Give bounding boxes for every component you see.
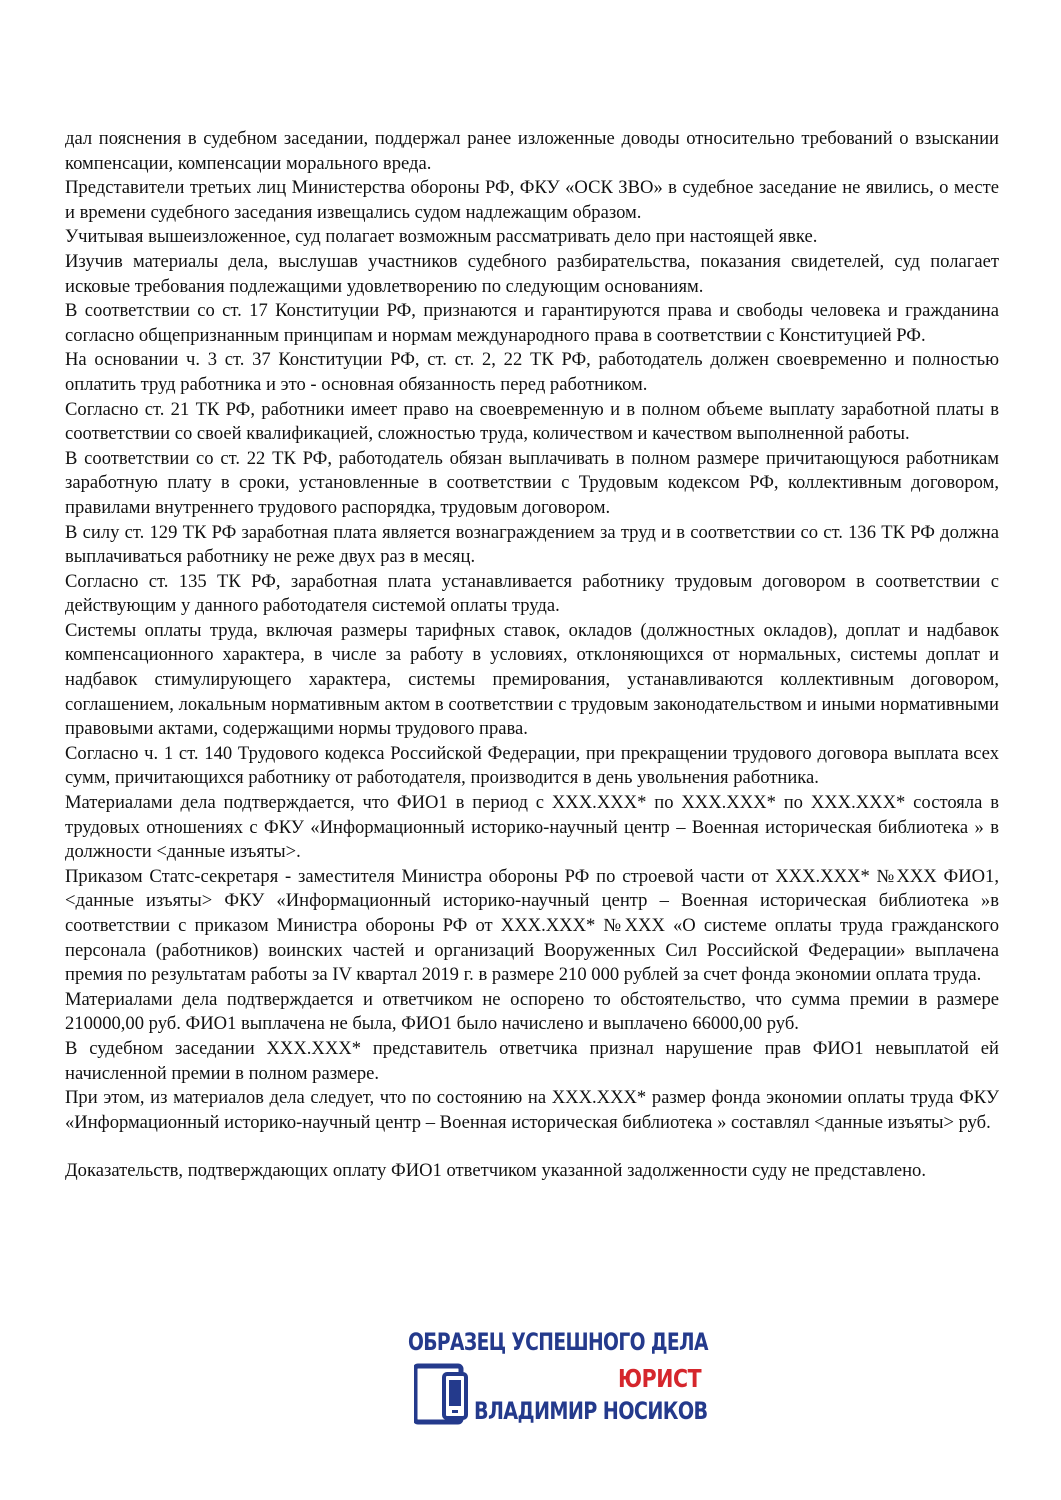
- paragraph-10: Согласно ст. 135 ТК РФ, заработная плата устанавливается работнику трудовым договором в соответствии с действующим у данного работодателя системой оплаты труда.: [65, 570, 999, 617]
- paragraph-17: При этом, из материалов дела следует, что по состоянию на XXX.XXX* размер фонда экономии оплаты труда ФКУ «Информационный историко-научный центр – Военная историческая библиотека » составлял <данные изъяты> руб.: [65, 1087, 999, 1133]
- paragraph-11: Системы оплаты труда, включая размеры тарифных ставок, окладов (должностных окладов), доплат и надбавок компенсационного характера, в числе за работу в условиях, отклоняющихся от нормальных, системы доплат и надбавок стимулирующего характера, системы премирования, устанавливаются коллективным договором, соглашением, локальным нормативным актом в соответствии с трудовым законодательством и иными нормативными правовыми актами, содержащими нормы трудового права.: [65, 619, 999, 740]
- paragraph-7: Согласно ст. 21 ТК РФ, работники имеет право на своевременную и в полном объеме выплату заработной платы в соответствии со своей квалификацией, сложностью труда, количеством и качеством выполненной работы.: [65, 398, 999, 445]
- paragraph-1: дал пояснения в судебном заседании, поддержал ранее изложенные доводы относительно требований о взыскании компенсации, компенсации морального вреда.: [65, 128, 999, 174]
- paragraph-15: Материалами дела подтверждается и ответчиком не оспорено то обстоятельство, что сумма премии в размере 210000,00 руб. ФИО1 выплачена не была, ФИО1 было начислено и выплачено 66000,00 руб.: [65, 988, 999, 1035]
- paragraph-9: В силу ст. 129 ТК РФ заработная плата является вознаграждением за труд и в соответствии со ст. 136 ТК РФ должна выплачиваться работнику не реже двух раз в месяц.: [65, 521, 999, 568]
- paragraph-5: В соответствии со ст. 17 Конституции РФ, признаются и гарантируются права и свободы человека и гражданина согласно общепризнанным принципам и нормам международного права в соответствии с Конституцией РФ.: [65, 300, 999, 346]
- paragraph-16: В судебном заседании XXX.XXX* представитель ответчика признал нарушение прав ФИО1 невыплатой ей начисленной премии в полном размере.: [65, 1037, 999, 1084]
- paragraph-2: Представители третьих лиц Министерства обороны РФ, ФКУ «ОСК ЗВО» в судебное заседание не явились, о месте и времени судебного заседания извещались судом надлежащим образом.: [65, 177, 999, 223]
- paragraph-12: Согласно ч. 1 ст. 140 Трудового кодекса Российской Федерации, при прекращении трудового договора выплата всех сумм, причитающихся работнику от работодателя, производится в день увольнения работника.: [65, 742, 999, 789]
- paragraph-6: На основании ч. 3 ст. 37 Конституции РФ, ст. ст. 2, 22 ТК РФ, работодатель должен своевременно и полностью оплатить труд работника и это - основная обязанность перед работником.: [65, 349, 999, 395]
- document-body: [65, 127, 999, 1184]
- paragraph-8: В соответствии со ст. 22 ТК РФ, работодатель обязан выплачивать в полном размере причитающуюся работникам заработную плату в сроки, установленные в соответствии с Трудовым кодексом РФ, коллективным договором, правилами внутреннего трудового распорядка, трудовым договором.: [65, 447, 999, 518]
- paragraph-18: Доказательств, подтверждающих оплату ФИО1 ответчиком указанной задолженности суду не представлено.: [65, 1160, 926, 1182]
- paragraph-13: Материалами дела подтверждается, что ФИО1 в период с XXX.XXX* по XXX.XXX* по XXX.XXX* состояла в трудовых отношениях с ФКУ «Информационный историко-научный центр – Военная историческая библиотека » в должности <данные изъяты>.: [65, 792, 999, 863]
- watermark-title: ОБРАЗЕЦ УСПЕШНОГО ДЕЛА: [408, 1328, 708, 1356]
- phone-document-icon: [414, 1362, 472, 1426]
- paragraph-14: Приказом Статс-секретаря - заместителя Министра обороны РФ по строевой части от XXX.XXX* №XXX ФИО1, <данные изъяты> ФКУ «Информационный историко-научный центр – Военная историческая библиотека »в соответствии с приказом Министра обороны РФ от XXX.XXX* №XXX «О системе оплаты труда гражданского персонала (работников) воинских частей и организаций Вооруженных Сил Российской Федерации» выплачена премия по результатам работы за IV квартал 2019 г. в размере 210 000 рублей за счет фонда экономии оплата труда.: [65, 865, 999, 986]
- paragraph-3: Учитывая вышеизложенное, суд полагает возможным рассматривать дело при настоящей явке.: [65, 226, 818, 248]
- watermark-logo: [408, 1322, 728, 1432]
- watermark-name: ВЛАДИМИР НОСИКОВ: [474, 1397, 708, 1425]
- paragraph-4: Изучив материалы дела, выслушав участников судебного разбирательства, показания свидетелей, суд полагает исковые требования подлежащими удовлетворению по следующим основаниям.: [65, 250, 999, 297]
- watermark-role: ЮРИСТ: [618, 1364, 702, 1393]
